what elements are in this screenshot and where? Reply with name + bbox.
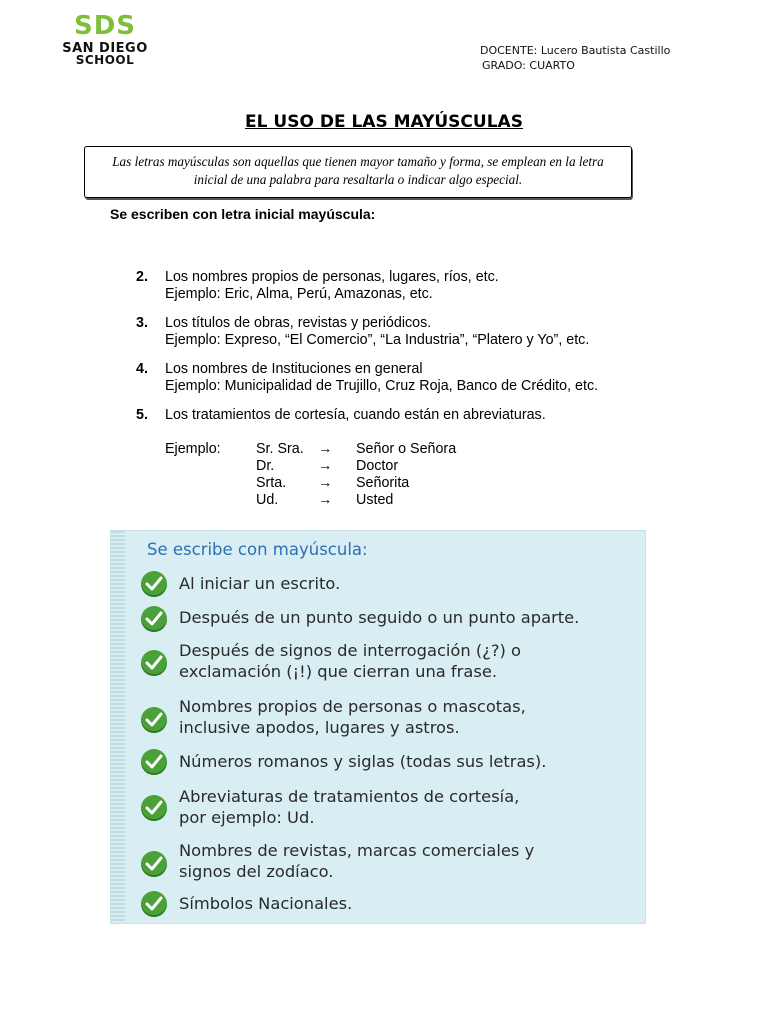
panel-item-line: Abreviaturas de tratamientos de cortesía, <box>179 787 520 806</box>
rule-text: Los títulos de obras, revistas y periódicos. <box>165 315 432 331</box>
abbreviation: Dr. <box>256 458 275 474</box>
rule-number: 3. <box>136 315 148 331</box>
notebook-stripe <box>111 531 125 923</box>
rule-text: Los tratamientos de cortesía, cuando están en abreviaturas. <box>165 407 546 423</box>
panel-item <box>141 891 621 917</box>
definition-box: Las letras mayúsculas son aquellas que tienen mayor tamaño y forma, se emplean en la letra inicial de una palabra para resaltarla o indicar algo especial. <box>84 146 632 198</box>
arrow-icon: → <box>318 492 333 508</box>
abbreviation: Sr. Sra. <box>256 441 304 457</box>
panel-item <box>141 785 621 829</box>
logo-name-line1: SAN DIEGO <box>62 41 148 56</box>
rule-item <box>136 315 676 349</box>
panel-item-text <box>179 573 619 594</box>
panel-item-text <box>179 640 619 682</box>
panel-item-text <box>179 607 619 628</box>
section-subtitle: Se escriben con letra inicial mayúscula: <box>110 206 376 222</box>
panel-item-line: Nombres propios de personas o mascotas, <box>179 697 526 716</box>
panel-item <box>141 695 621 739</box>
rule-item <box>136 361 676 395</box>
checkmark-icon <box>141 851 167 877</box>
example-row <box>256 492 556 509</box>
panel-item-line: signos del zodíaco. <box>179 862 334 881</box>
checkmark-icon <box>141 650 167 676</box>
full-form: Señorita <box>356 475 410 491</box>
rule-example: Ejemplo: Expreso, “El Comercio”, “La Industria”, “Platero y Yo”, etc. <box>165 332 590 348</box>
panel-item-text <box>179 786 619 828</box>
grade-label: GRADO: CUARTO <box>482 59 575 72</box>
page-title: EL USO DE LAS MAYÚSCULAS <box>245 112 523 132</box>
school-logo <box>52 12 158 72</box>
checkmark-icon <box>141 707 167 733</box>
logo-name-line2: SCHOOL <box>75 53 135 67</box>
header-info <box>480 43 670 73</box>
rule-number: 5. <box>136 407 148 423</box>
capitalization-panel <box>110 530 646 924</box>
checkmark-icon <box>141 749 167 775</box>
abbreviation: Ud. <box>256 492 279 508</box>
rule-item <box>136 269 676 303</box>
panel-item <box>141 606 621 632</box>
rules-list <box>136 269 676 436</box>
teacher-name: DOCENTE: Lucero Bautista Castillo <box>480 44 671 57</box>
arrow-icon: → <box>318 441 333 457</box>
rule-example: Ejemplo: Municipalidad de Trujillo, Cruz Roja, Banco de Crédito, etc. <box>165 378 599 394</box>
panel-item-line: Nombres de revistas, marcas comerciales y <box>179 841 535 860</box>
checkmark-icon <box>141 606 167 632</box>
example-row <box>256 441 556 458</box>
arrow-icon: → <box>318 475 333 491</box>
panel-item-text <box>179 893 619 914</box>
panel-item-text <box>179 840 619 882</box>
arrow-icon: → <box>318 458 333 474</box>
example-label: Ejemplo: <box>165 441 221 457</box>
rule-example: Ejemplo: Eric, Alma, Perú, Amazonas, etc. <box>165 286 433 302</box>
rule-number: 4. <box>136 361 148 377</box>
panel-item-line: por ejemplo: Ud. <box>179 808 315 827</box>
logo-mark: SDS <box>73 11 137 41</box>
panel-item <box>141 571 621 597</box>
panel-item <box>141 639 621 683</box>
panel-item-line: Al iniciar un escrito. <box>179 574 341 593</box>
panel-item-line: Después de un punto seguido o un punto aparte. <box>179 608 580 627</box>
panel-item-line: Símbolos Nacionales. <box>179 894 353 913</box>
full-form: Usted <box>356 492 394 508</box>
checkmark-icon <box>141 795 167 821</box>
rule-text: Los nombres de Instituciones en general <box>165 361 423 377</box>
example-row <box>256 475 556 492</box>
rule-item <box>136 407 676 424</box>
panel-item-line: exclamación (¡!) que cierran una frase. <box>179 662 498 681</box>
panel-item <box>141 840 621 884</box>
rule-number: 2. <box>136 269 148 285</box>
panel-item-text <box>179 751 619 772</box>
checkmark-icon <box>141 571 167 597</box>
panel-item <box>141 749 621 775</box>
panel-item-line: inclusive apodos, lugares y astros. <box>179 718 460 737</box>
panel-title: Se escribe con mayúscula: <box>147 540 368 559</box>
example-row <box>256 458 556 475</box>
panel-item-line: Números romanos y siglas (todas sus letras). <box>179 752 547 771</box>
full-form: Doctor <box>356 458 399 474</box>
panel-item-line: Después de signos de interrogación (¿?) o <box>179 641 522 660</box>
abbreviation: Srta. <box>256 475 287 491</box>
checkmark-icon <box>141 891 167 917</box>
panel-item-text <box>179 696 619 738</box>
rule-text: Los nombres propios de personas, lugares, ríos, etc. <box>165 269 499 285</box>
full-form: Señor o Señora <box>356 441 457 457</box>
